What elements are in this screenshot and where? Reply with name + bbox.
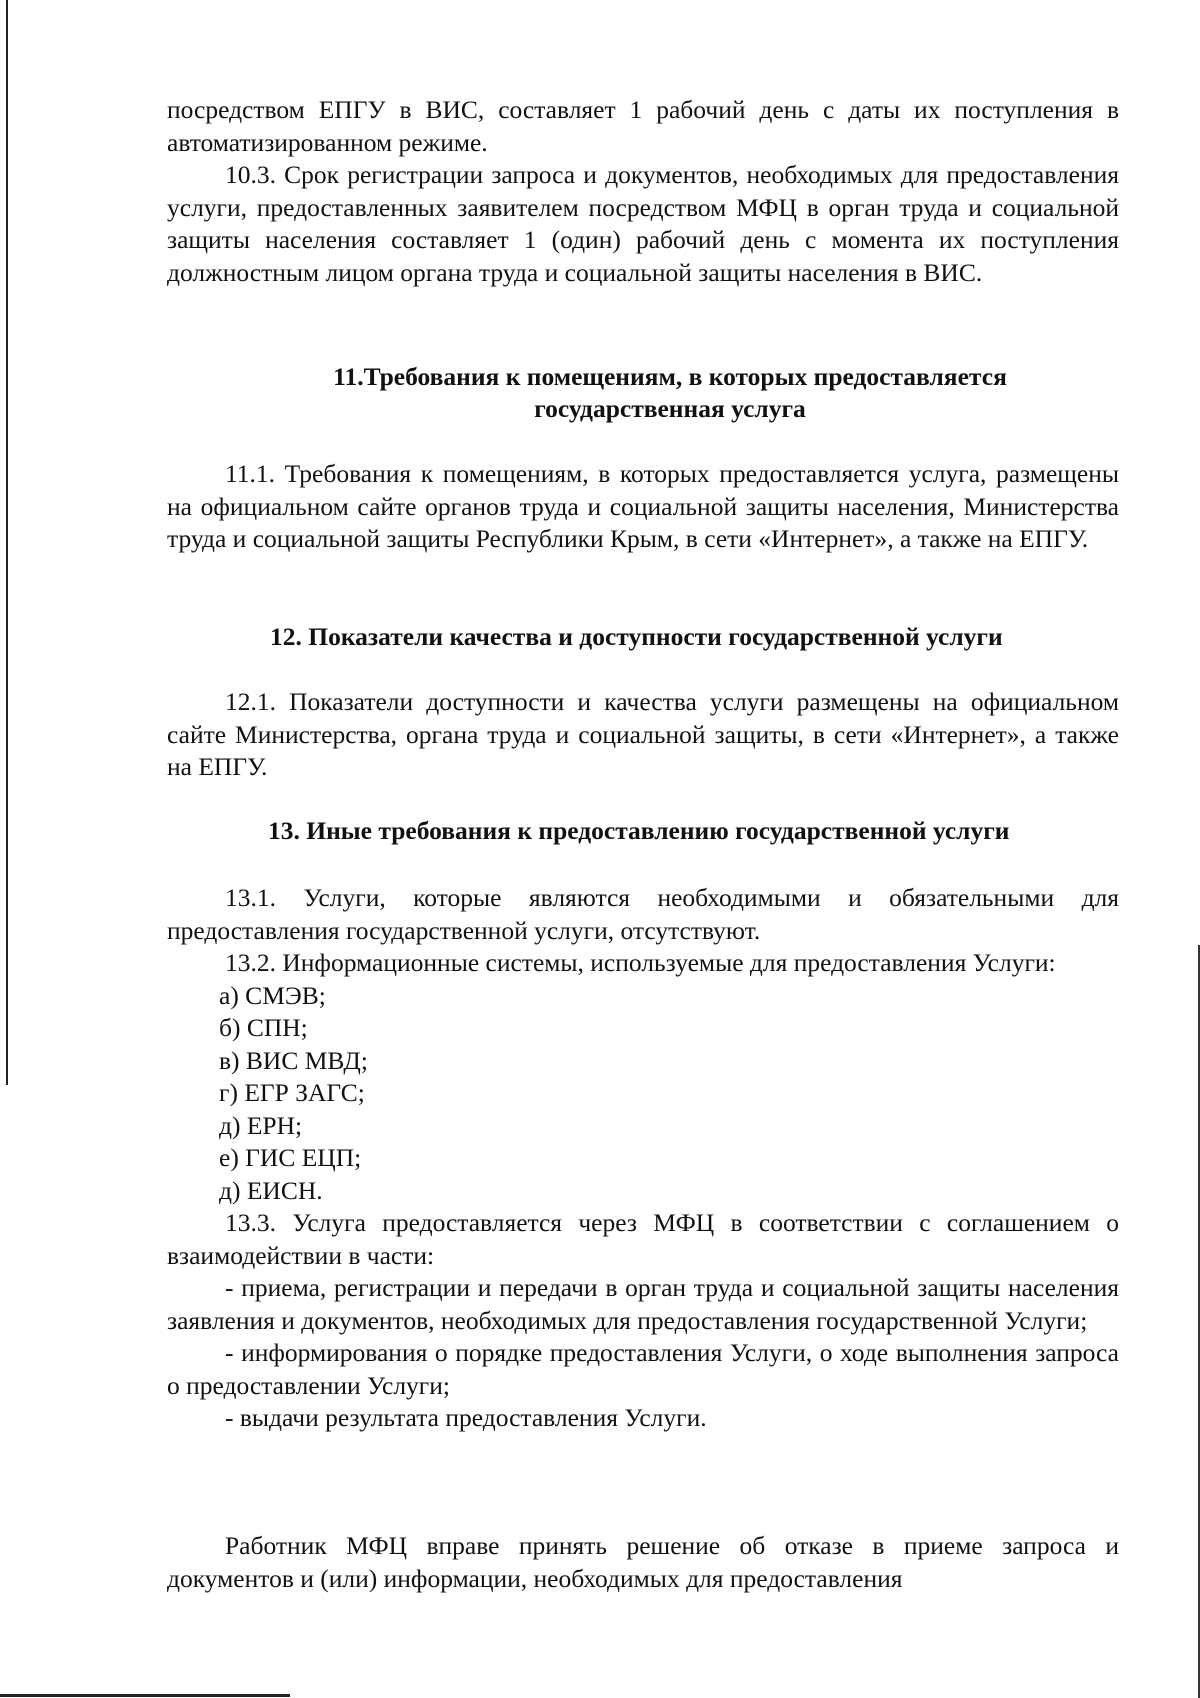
section-12-heading-text: 12. Показатели качества и доступности государственной услуги	[270, 622, 1003, 651]
section-11-heading	[270, 361, 1070, 425]
list-item: е) ГИС ЕЦП;	[219, 1143, 362, 1172]
intro-block	[167, 94, 1119, 289]
section-12-heading	[270, 621, 1130, 653]
scan-edge-left	[6, 0, 8, 1085]
list-item: в) ВИС МВД;	[219, 1045, 368, 1075]
list-item: д) ЕРН;	[219, 1110, 303, 1140]
dash-item-2: - информирования о порядке предоставления Услуги, о ходе выполнения запроса о предоставлении Услуги;	[167, 1338, 1119, 1400]
list-item: г) ЕГР ЗАГС;	[219, 1078, 365, 1107]
paragraph-mfc-refusal: Работник МФЦ вправе принять решение об отказе в приеме запроса и документов и (или) информации, необходимых для предоставления	[167, 1531, 1119, 1593]
section-13-heading	[268, 815, 1128, 847]
closing-block	[167, 1530, 1119, 1595]
dash-item-3: - выдачи результата предоставления Услуги.	[225, 1403, 707, 1432]
paragraph-13-1: 13.1. Услуги, которые являются необходимыми и обязательными для предоставления государственной услуги, отсутствуют.	[167, 883, 1119, 945]
scan-edge-bottom	[0, 1694, 290, 1697]
dash-item-1: - приема, регистрации и передачи в орган труда и социальной защиты населения заявления и документов, необходимых для предоставления государственной Услуги;	[167, 1273, 1119, 1335]
section-11-heading-line2: государственная услуга	[534, 394, 806, 423]
systems-list	[167, 980, 1119, 1208]
paragraph-11-1: 11.1. Требования к помещениям, в которых предоставляется услуга, размещены на официальном сайте органов труда и социальной защиты населения, Министерства труда и социальной защиты Республики Крым, в сети «Интернет», а также на ЕПГУ.	[167, 459, 1119, 553]
paragraph-continuation: посредством ЕПГУ в ВИС, составляет 1 рабочий день с даты их поступления в автоматизированном режиме.	[167, 95, 1119, 157]
section-13-heading-text: 13. Иные требования к предоставлению государственной услуги	[268, 816, 1010, 845]
section-13-body	[167, 882, 1119, 1435]
list-item: а) СМЭВ;	[219, 980, 326, 1010]
section-11-body	[167, 458, 1119, 556]
section-11-heading-line1: 11.Требования к помещениям, в которых предоставляется	[333, 362, 1007, 391]
paragraph-12-1: 12.1. Показатели доступности и качества услуги размещены на официальном сайте Министерства, органа труда и социальной защиты, в сети «Интернет», а также на ЕПГУ.	[167, 687, 1119, 781]
paragraph-13-2: 13.2. Информационные системы, используемые для предоставления Услуги:	[225, 948, 1056, 977]
paragraph-10-3: 10.3. Срок регистрации запроса и документов, необходимых для предоставления услуги, предоставленных заявителем посредством МФЦ в орган труда и социальной защиты населения составляет 1 (один) рабочий день с момента их поступления должностным лицом органа труда и социальной защиты населения в ВИС.	[167, 160, 1119, 287]
list-item: б) СПН;	[219, 1013, 308, 1042]
section-12-body	[167, 686, 1119, 784]
paragraph-13-3: 13.3. Услуга предоставляется через МФЦ в соответствии с соглашением о взаимодействии в части:	[167, 1208, 1119, 1270]
list-item: д) ЕИСН.	[219, 1175, 323, 1205]
